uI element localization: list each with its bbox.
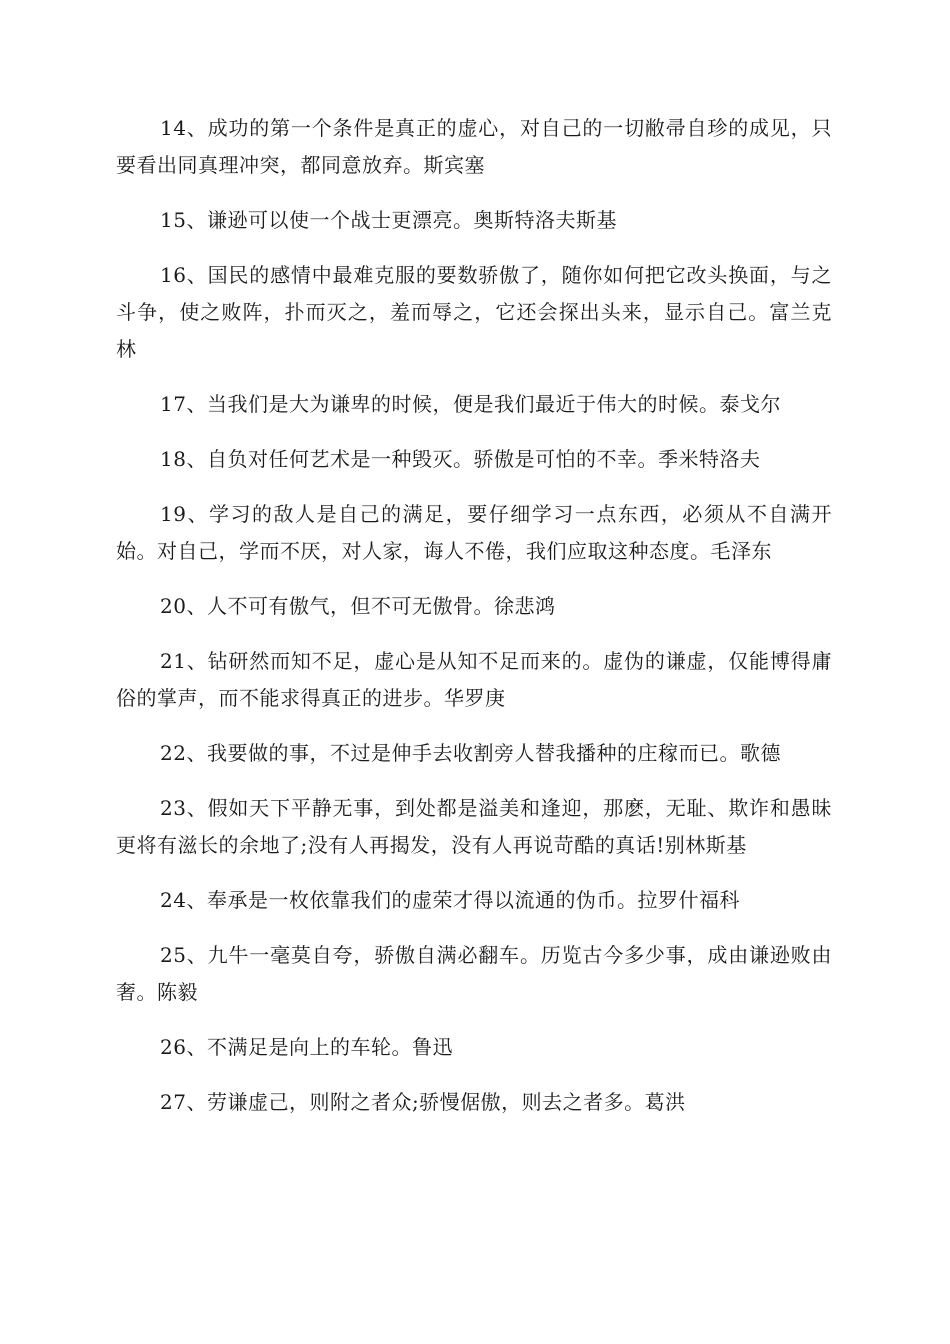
quote-23: 23、假如天下平静无事，到处都是溢美和逢迎，那麽，无耻、欺诈和愚昧更将有滋长的余地了;没有人再揭发，没有人再说苛酷的真话!别林斯基 — [116, 796, 832, 857]
quote-list — [116, 110, 832, 1139]
quote-18: 18、自负对任何艺术是一种毁灭。骄傲是可怕的不幸。季米特洛夫 — [160, 447, 761, 471]
quote-19: 19、学习的敌人是自己的满足，要仔细学习一点东西，必须从不自满开始。对自己，学而不厌，对人家，诲人不倦，我们应取这种态度。毛泽东 — [116, 502, 832, 563]
quote-15: 15、谦逊可以使一个战士更漂亮。奥斯特洛夫斯基 — [160, 208, 617, 232]
quote-27: 27、劳谦虚己，则附之者众;骄慢倨傲，则去之者多。葛洪 — [160, 1090, 686, 1114]
quote-17: 17、当我们是大为谦卑的时候，便是我们最近于伟大的时候。泰戈尔 — [160, 392, 781, 416]
quote-25: 25、九牛一毫莫自夸，骄傲自满必翻车。历览古今多少事，成由谦逊败由奢。陈毅 — [116, 943, 832, 1004]
quote-16: 16、国民的感情中最难克服的要数骄傲了，随你如何把它改头换面，与之斗争，使之败阵，扑而灭之，羞而辱之，它还会探出头来，显示自己。富兰克林 — [116, 263, 832, 361]
quote-14: 14、成功的第一个条件是真正的虚心，对自己的一切敝帚自珍的成见，只要看出同真理冲突，都同意放弃。斯宾塞 — [116, 116, 832, 177]
quote-26: 26、不满足是向上的车轮。鲁迅 — [160, 1035, 453, 1059]
quote-24: 24、奉承是一枚依靠我们的虚荣才得以流通的伪币。拉罗什福科 — [160, 888, 740, 912]
quote-21: 21、钻研然而知不足，虚心是从知不足而来的。虚伪的谦虚，仅能博得庸俗的掌声，而不能求得真正的进步。华罗庚 — [116, 649, 832, 710]
quote-22: 22、我要做的事，不过是伸手去收割旁人替我播种的庄稼而已。歌德 — [160, 741, 781, 765]
quote-20: 20、人不可有傲气，但不可无傲骨。徐悲鸿 — [160, 594, 556, 618]
